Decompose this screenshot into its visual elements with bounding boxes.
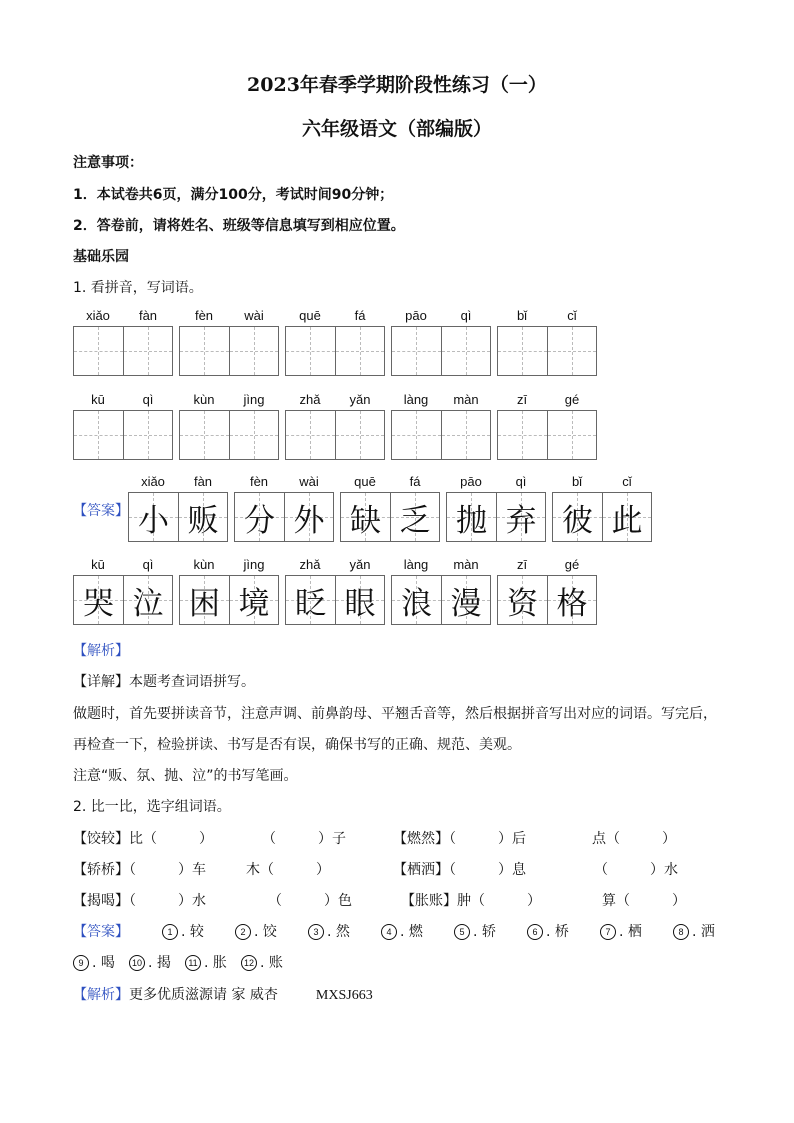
pinyin-label: kùn [193,557,215,572]
tianzige-cell[interactable] [335,327,384,375]
tianzige-cell [129,493,178,541]
pinyin-label: quē [299,308,321,323]
pinyin-label: bǐ [571,474,583,489]
q2-prompt: 2. 比一比，选字组词语。 [73,799,231,815]
circled-number: 4 [381,924,397,940]
circled-number: 3 [308,924,324,940]
tianzige-cell [229,576,278,624]
tianzige-cell[interactable] [547,327,596,375]
word-group [391,308,491,384]
tianzige-cell[interactable] [498,411,547,459]
pinyin-label: kū [91,557,105,572]
note-2: 2．答卷前，请将姓名、班级等信息填写到相应位置。 [73,218,405,234]
tianzige-box[interactable] [179,326,279,376]
pinyin-label: kū [91,392,105,407]
circled-number: 2 [235,924,251,940]
answer-char: 资 [506,585,538,622]
answer-char: 格 [556,585,588,622]
pinyin-label: jìng [243,392,265,407]
answer-char: 泣 [132,585,164,622]
q2-answer-item: 11 . 胀 [185,952,227,972]
tianzige-box[interactable] [391,326,491,376]
tianzige-box [285,575,385,625]
q2-answer-item: 3 . 然 [308,921,350,941]
q2-analysis [73,984,373,1004]
tianzige-box[interactable] [179,410,279,460]
notes-heading: 注意事项： [73,155,143,171]
answer-char: 胀 [212,955,227,971]
tianzige-cell[interactable] [335,411,384,459]
tianzige-cell [498,576,547,624]
tianzige-box[interactable] [497,410,597,460]
tianzige-cell [286,576,335,624]
note-1: 1．本试卷共6页，满分100分，考试时间90分钟； [73,187,394,203]
page-subtitle: 六年级语文（部编版） [301,118,492,140]
answer-char: 饺 [262,924,277,940]
tianzige-box [234,492,334,542]
q2-answer-item: 7 . 栖 [600,921,642,941]
q2-answer-item: 5 . 轿 [454,921,496,941]
q2-answer-item: 10 . 揭 [129,952,171,972]
answer-char: 眨 [294,585,326,622]
detail-tag: 【详解】 [73,674,129,690]
word-group [446,474,546,550]
tianzige-box [73,575,173,625]
tianzige-box [497,575,597,625]
pinyin-label: làng [403,557,429,572]
tianzige-box[interactable] [285,410,385,460]
tianzige-cell[interactable] [286,411,335,459]
answer-char: 贩 [187,502,219,539]
answer-char: 抛 [455,502,487,539]
pinyin-label: fá [354,308,366,323]
tianzige-cell [441,576,490,624]
q2-answer-item: 6 . 桥 [527,921,569,941]
circled-number: 7 [600,924,616,940]
word-group [497,392,597,468]
pinyin-label: fàn [193,474,213,489]
tianzige-box [391,575,491,625]
q2-answer-item: 12 . 账 [241,952,283,972]
circled-number: 11 [185,955,201,971]
pinyin-label: yǎn [349,392,371,407]
pinyin-label: pāo [460,474,482,489]
answer-char: 彼 [561,502,593,539]
circled-number: 6 [527,924,543,940]
answer-char: 乏 [399,502,431,539]
pinyin-label: qì [515,474,527,489]
pinyin-label: wài [244,308,264,323]
answer-char: 哭 [82,585,114,622]
q1-detail [73,671,255,691]
tianzige-cell [284,493,333,541]
answer-char: 眼 [344,585,376,622]
q1-explain-1: 做题时，首先要拼读音节，注意声调、前鼻韵母、平翘舌音等，然后根据拼音写出对应的词语。写完后， [73,706,717,722]
tianzige-cell[interactable] [180,411,229,459]
answer-char: 缺 [349,502,381,539]
pinyin-label: fá [409,474,421,489]
tianzige-cell[interactable] [392,327,441,375]
tianzige-cell [447,493,496,541]
word-group [234,474,334,550]
pinyin-label: xiǎo [86,308,110,323]
pinyin-label: xiǎo [141,474,165,489]
pinyin-label: fàn [138,308,158,323]
pinyin-label: zī [516,557,528,572]
circled-number: 10 [129,955,145,971]
word-group [285,392,385,468]
answer-char: 然 [335,924,350,940]
answer-char: 喝 [100,955,115,971]
tianzige-cell [547,576,596,624]
pinyin-label: pāo [405,308,427,323]
word-group [179,557,279,633]
word-group [391,557,491,633]
answer-char: 揭 [156,955,171,971]
q2-answer-item: 4 . 燃 [381,921,423,941]
tianzige-cell [180,576,229,624]
word-group [73,308,173,384]
answer-char: 小 [137,502,169,539]
tianzige-cell[interactable] [547,411,596,459]
answer-char: 漫 [450,585,482,622]
pinyin-label: jìng [243,557,265,572]
pinyin-label: fèn [194,308,214,323]
tianzige-cell [123,576,172,624]
pinyin-label: màn [453,392,479,407]
q2-answer-item: 1 . 较 [162,921,204,941]
pinyin-label: wài [299,474,319,489]
answer-char: 洒 [700,924,715,940]
q2-line-1-d: 点（ ） [592,831,676,847]
q2-answer-item: 9 . 喝 [73,952,115,972]
q2-line-3-c: 【胀账】肿（ ） [401,893,541,909]
answer-char: 此 [611,502,643,539]
q2-code: MXSJ663 [315,988,373,1003]
answer-char: 较 [189,924,204,940]
word-group [179,392,279,468]
q2-analysis-tag: 【解析】 [73,987,129,1003]
pinyin-label: yǎn [349,557,371,572]
pinyin-label: cǐ [622,474,632,489]
word-group [340,474,440,550]
q2-line-3-a: 【揭喝】（ ）水 [73,893,206,909]
pinyin-label: kùn [193,392,215,407]
answer-char: 燃 [408,924,423,940]
tianzige-cell[interactable] [498,327,547,375]
q1-analysis-tag: 【解析】 [73,643,129,659]
pinyin-label: màn [453,557,479,572]
word-group [552,474,652,550]
q2-answer-item: 8 . 洒 [673,921,715,941]
q2-line-2-b: 木（ ） [246,862,330,878]
tianzige-box[interactable] [73,326,173,376]
tianzige-box[interactable] [285,326,385,376]
answer-char: 弃 [505,502,537,539]
pinyin-label: cǐ [567,308,577,323]
word-group [128,474,228,550]
answer-char: 困 [188,585,220,622]
q2-line-1-a: 【饺较】比（ ） [73,831,213,847]
tianzige-cell[interactable] [180,327,229,375]
tianzige-cell [178,493,227,541]
tianzige-box[interactable] [73,410,173,460]
pinyin-label: quē [354,474,376,489]
tianzige-cell [496,493,545,541]
answer-char: 分 [243,502,275,539]
word-group [497,308,597,384]
answer-char: 外 [293,502,325,539]
tianzige-cell[interactable] [392,411,441,459]
pinyin-label: qì [460,308,472,323]
pinyin-label: fèn [249,474,269,489]
tianzige-cell [553,493,602,541]
tianzige-cell [341,493,390,541]
tianzige-cell [235,493,284,541]
q2-answer-item: 2 . 饺 [235,921,277,941]
tianzige-cell[interactable] [229,327,278,375]
pinyin-label: zhǎ [299,392,321,407]
tianzige-box [179,575,279,625]
q2-line-2-c: 【栖洒】（ ）息 [393,862,526,878]
tianzige-cell [74,576,123,624]
tianzige-cell[interactable] [286,327,335,375]
tianzige-box[interactable] [497,326,597,376]
tianzige-box [552,492,652,542]
tianzige-cell[interactable] [441,411,490,459]
word-group [179,308,279,384]
word-group [73,557,173,633]
pinyin-label: zī [516,392,528,407]
tianzige-cell [392,576,441,624]
page-title: 2023年春季学期阶段性练习（一） [247,74,547,96]
tianzige-cell[interactable] [441,327,490,375]
tianzige-cell [335,576,384,624]
answer-char: 桥 [554,924,569,940]
q2-line-1-c: 【燃然】（ ）后 [393,831,526,847]
answer-char: 栖 [627,924,642,940]
pinyin-label: gé [564,557,580,572]
answer-char: 境 [238,585,270,622]
word-group [285,308,385,384]
word-group [73,392,173,468]
word-group [285,557,385,633]
tianzige-cell [602,493,651,541]
word-group [497,557,597,633]
pinyin-label: qì [142,557,154,572]
tianzige-box [446,492,546,542]
pinyin-label: gé [564,392,580,407]
tianzige-box [128,492,228,542]
q1-explain-2: 再检查一下，检验拼读、书写是否有误，确保书写的正确、规范、美观。 [73,737,521,753]
circled-number: 8 [673,924,689,940]
q1-answer-tag: 【答案】 [73,503,129,519]
q2-line-3-b: （ ）色 [268,893,352,909]
pinyin-label: qì [142,392,154,407]
q2-answer-tag: 【答案】 [73,924,129,940]
tianzige-cell[interactable] [123,327,172,375]
tianzige-cell[interactable] [74,327,123,375]
answer-char: 轿 [481,924,496,940]
answer-char: 浪 [400,585,432,622]
tianzige-cell[interactable] [229,411,278,459]
circled-number: 12 [241,955,257,971]
q2-line-3-d: 算（ ） [602,893,686,909]
tianzige-cell[interactable] [123,411,172,459]
q1-explain-3: 注意“贩、氛、抛、泣”的书写笔画。 [73,768,298,784]
section-title: 基础乐园 [73,249,129,265]
q2-line-2-a: 【轿桥】（ ）车 [73,862,206,878]
q1-prompt: 1. 看拼音，写词语。 [73,280,203,296]
circled-number: 1 [162,924,178,940]
q2-line-1-b: （ ）子 [262,831,346,847]
tianzige-box[interactable] [391,410,491,460]
tianzige-box [340,492,440,542]
q2-analysis-text: 更多优质滋源请 家 威杏 [129,987,278,1003]
q2-line-2-d: （ ）水 [594,862,678,878]
circled-number: 9 [73,955,89,971]
circled-number: 5 [454,924,470,940]
detail-text: 本题考查词语拼写。 [129,674,255,690]
answer-char: 账 [268,955,283,971]
tianzige-cell[interactable] [74,411,123,459]
pinyin-label: bǐ [516,308,528,323]
tianzige-cell [390,493,439,541]
pinyin-label: zhǎ [299,557,321,572]
word-group [391,392,491,468]
pinyin-label: làng [403,392,429,407]
